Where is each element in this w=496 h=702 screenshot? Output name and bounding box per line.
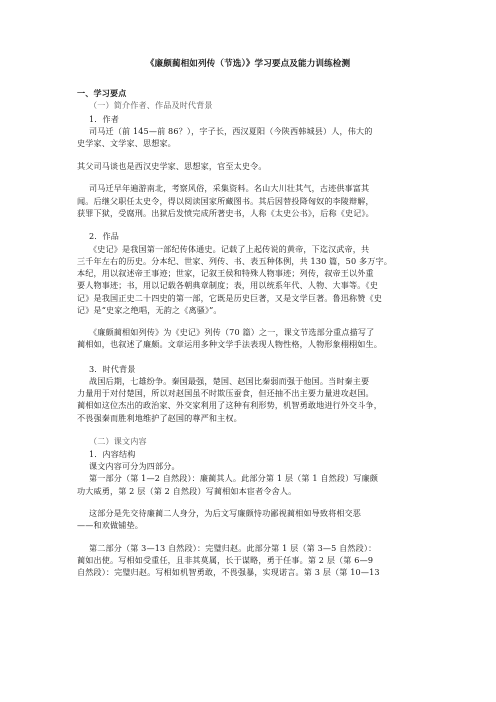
paragraph-line: 第二部分（第 3—13 自然段）：完璧归赵。此部分第 1 层（第 3—5 自然段）：: [89, 543, 377, 553]
paragraph-line: 战国后期，七雄纷争。秦国最强，楚国、赵国比秦弱而强于他国。当时秦主要: [89, 376, 370, 386]
paragraph-line: 本纪，用以叙述帝王事迹；世家，记叙王侯和特殊人物事迹；列传，叙帝王以外重: [77, 268, 374, 278]
item-heading: 1．作者: [89, 114, 120, 124]
item-heading: 3．时代背景: [89, 364, 136, 374]
subsection-heading: （一）简介作者、作品及时代背景: [89, 100, 213, 110]
paragraph-line: 获罪下狱，受腐刑。出狱后发愤完成所著史书，人称《太史公书》，后称《史记》。: [77, 208, 374, 218]
paragraph-line: 这部分是先交待廉蔺二人身分，为后文写廉颇恃功鄙视蔺相如导致将相交恶: [89, 508, 362, 518]
item-heading: 2．作品: [89, 231, 120, 241]
paragraph-line: 蔺相如这位杰出的政治家、外交家利用了这种有利形势，机智勇敢地进行外交斗争，: [77, 400, 383, 410]
paragraph-line: 功大威勇，第 2 层（第 2 自然段）写蔺相如本宦者令舍人。: [77, 486, 297, 496]
item-heading: 1．内容结构: [89, 449, 136, 459]
paragraph-line: 记》是我国正史二十四史的第一部，它既是历史巨著，又是文学巨著。鲁迅称赞《史: [77, 293, 383, 303]
paragraph-line: 记》是“史家之绝唱，无韵之《离骚》”。: [77, 305, 222, 315]
paragraph-line: 蔺相如，也叙述了廉颇。文章运用多种文学手法表现人物性格，人物形象栩栩如生。: [77, 339, 383, 349]
paragraph-line: 史学家、文学家、思想家。: [77, 138, 176, 148]
paragraph-line: 司马迁（前 145—前 86？），字子长，西汉夏阳（今陕西韩城县）人，伟大的: [89, 126, 373, 136]
paragraph-line: 第一部分（第 1—2 自然段）：廉蔺其人。此部分第 1 层（第 1 自然段）写廉颇: [89, 473, 379, 483]
paragraph-line: 闻。后继父职任太史令，得以阅读国家所藏图书。其后因替投降匈奴的李陵辩解，: [77, 196, 374, 206]
paragraph-line: ——和欢做铺垫。: [77, 520, 143, 530]
section-heading: 一、学习要点: [77, 88, 127, 98]
paragraph-line: 力量用于对付楚国，所以对赵国虽不时欺压蚕食，但还抽不出主要力量进攻赵国。: [77, 388, 374, 398]
paragraph-line: 三千年左右的历史。分本纪、世家、列传、书、表五种体例，共 130 篇，50 多万字。: [77, 256, 392, 266]
subsection-heading: （二）课文内容: [89, 436, 147, 446]
paragraph-line: 自然段）：完璧归赵。写相如机智勇敢，不畏强暴，实现诺言。第 3 层（第 10—13: [77, 567, 380, 577]
paragraph-line: 司马迁早年遍游南北，考察风俗，采集资料。名山大川壮其气，古迹供事富其: [89, 183, 370, 193]
paragraph-line: 其父司马谈也是西汉史学家、思想家，官至太史令。: [77, 161, 267, 171]
paragraph-line: 课文内容可分为四部分。: [89, 461, 180, 471]
paragraph-line: 《史记》是我国第一部纪传体通史。记载了上起传说的黄帝，下迄汉武帝，共: [89, 244, 370, 254]
paragraph-line: 《廉颇蔺相如列传》为《史记》列传（70 篇）之一，课文节选部分重点描写了: [89, 327, 375, 337]
document-title: 《廉颇蔺相如列传（节选）》学习要点及能力训练检测: [145, 59, 351, 69]
paragraph-line: 要人物事迹；书，用以记载各朝典章制度；表，用以统系年代、人物、大事等。《史: [77, 280, 378, 290]
paragraph-line: 蔺如出使。写相如受重任，且非其莫属，长于谋略，勇于任事。第 2 层（第 6—9: [77, 555, 374, 565]
paragraph-line: 不畏强秦而胜利地维护了赵国的尊严和主权。: [77, 413, 242, 423]
